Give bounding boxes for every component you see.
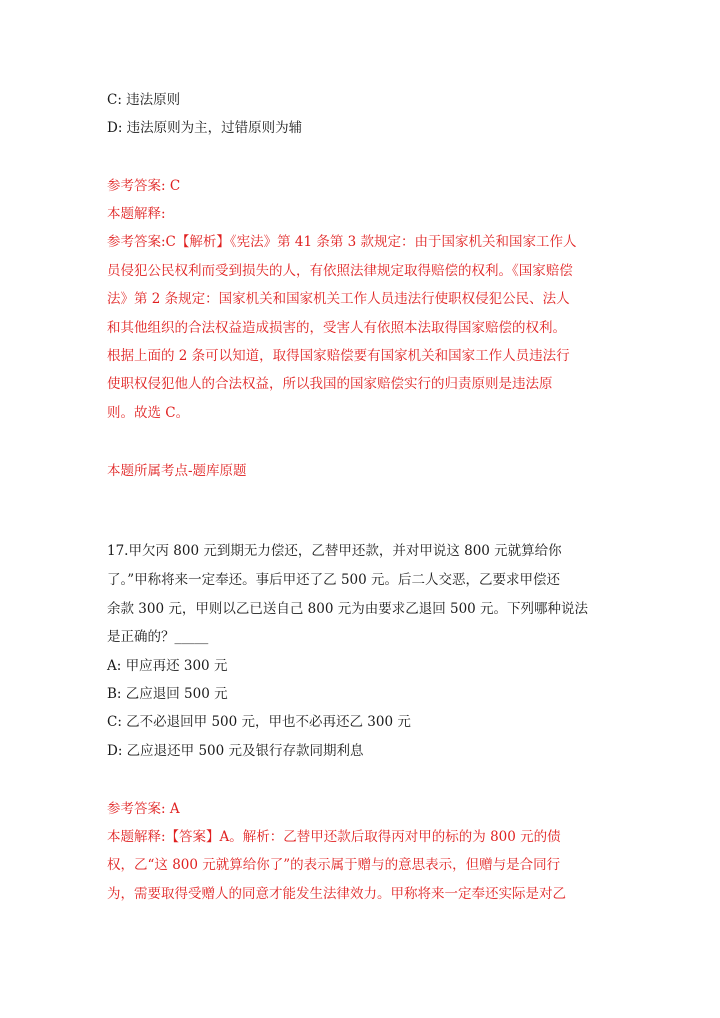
q16-source-note: 本题所属考点-题库原题 [107, 463, 247, 479]
q16-option-d: D: 违法原则为主，过错原则为辅 [107, 120, 303, 136]
q17-option-a: A: 甲应再还 300 元 [107, 658, 228, 674]
q17-stem-line: 了。”甲称将来一定奉还。事后甲还了乙 500 元。后二人交恶，乙要求甲偿还 [107, 572, 561, 588]
q16-reference-answer: 参考答案: C [107, 178, 181, 194]
q16-explanation-line: 员侵犯公民权利而受到损失的人，有依照法律规定取得赔偿的权利。《国家赔偿 [107, 263, 573, 279]
q16-explanation-label: 本题解释: [107, 206, 166, 222]
q16-explanation-line: 法》第 2 条规定：国家机关和国家机关工作人员违法行使职权侵犯公民、法人 [107, 291, 570, 307]
q16-explanation-line: 根据上面的 2 条可以知道，取得国家赔偿要有国家机关和国家工作人员违法行 [107, 348, 570, 364]
q16-explanation-line: 参考答案:C【解析】《宪法》第 41 条第 3 款规定：由于国家机关和国家工作人 [107, 234, 577, 250]
q17-stem-line: 是正确的？_____ [107, 629, 209, 645]
q17-explanation-line: 为，需要取得受赠人的同意才能发生法律效力。甲称将来一定奉还实际是对乙 [107, 886, 566, 902]
q17-reference-answer: 参考答案: A [107, 801, 180, 817]
q17-option-d: D: 乙应退还甲 500 元及银行存款同期利息 [107, 743, 364, 759]
q16-explanation-line: 和其他组织的合法权益造成损害的，受害人有依照本法取得国家赔偿的权利。 [107, 320, 566, 336]
q17-option-c: C: 乙不必退回甲 500 元，甲也不必再还乙 300 元 [107, 714, 411, 730]
q16-option-c: C: 违法原则 [107, 92, 181, 108]
q17-stem-line: 余款 300 元，甲则以乙已送自己 800 元为由要求乙退回 500 元。下列哪种说法 [107, 601, 589, 617]
q17-stem-line: 17.甲欠丙 800 元到期无力偿还，乙替甲还款，并对甲说这 800 元就算给你 [107, 543, 562, 559]
q17-option-b: B: 乙应退回 500 元 [107, 686, 228, 702]
q16-explanation-line: 使职权侵犯他人的合法权益，所以我国的国家赔偿实行的归责原则是违法原 [107, 376, 553, 392]
q17-explanation-line: 权，乙“这 800 元就算给你了”的表示属于赠与的意思表示，但赠与是合同行 [107, 857, 561, 873]
q16-explanation-line: 则。故选 C。 [107, 405, 190, 421]
q17-explanation-line: 本题解释:【答案】A。解析：乙替甲还款后取得丙对甲的标的为 800 元的债 [107, 829, 561, 845]
